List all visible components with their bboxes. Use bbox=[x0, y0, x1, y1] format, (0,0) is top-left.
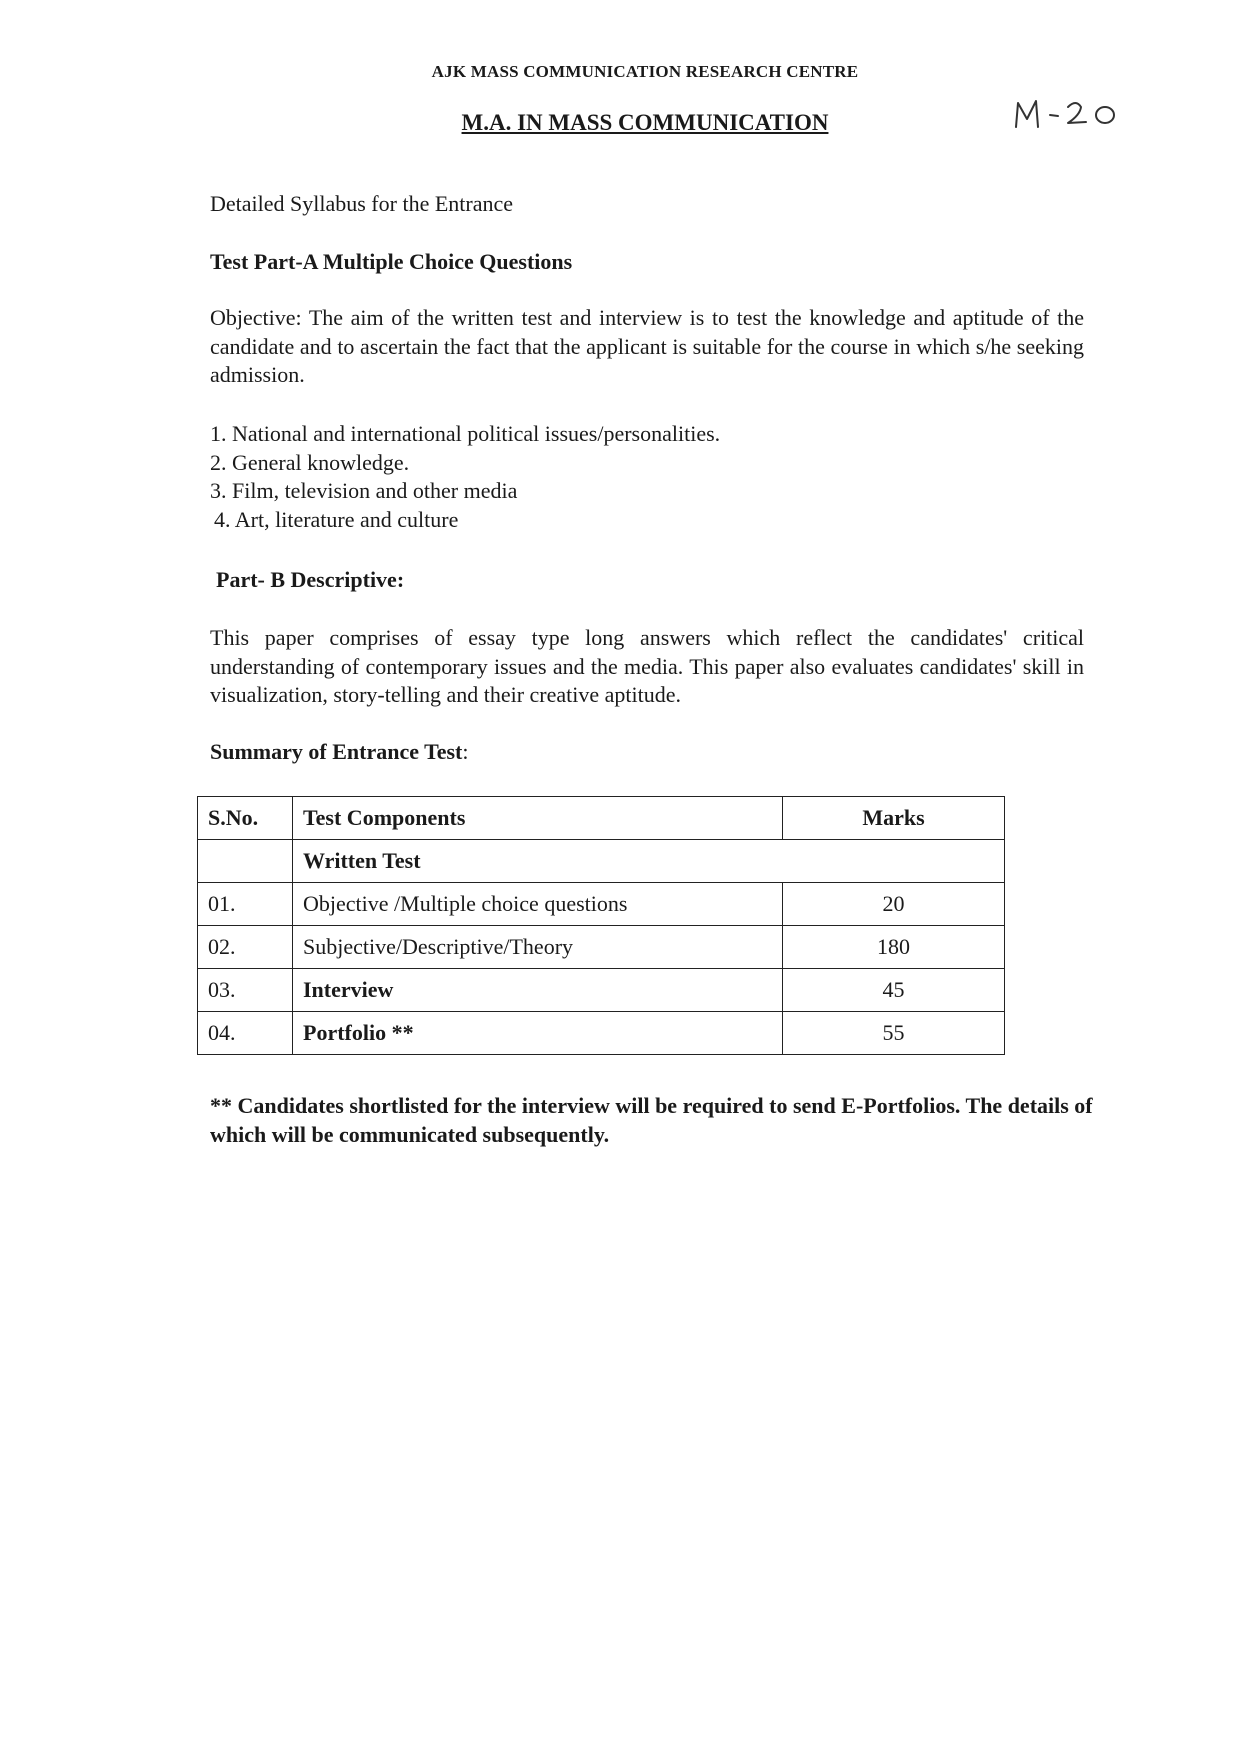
row-component: Portfolio ** bbox=[293, 1012, 783, 1055]
topic-list bbox=[210, 420, 720, 534]
header-components: Test Components bbox=[293, 797, 783, 840]
row-component: Subjective/Descriptive/Theory bbox=[293, 926, 783, 969]
part-b-heading: Part- B Descriptive: bbox=[216, 567, 405, 592]
header-marks: Marks bbox=[783, 797, 1005, 840]
row-sno: 03. bbox=[198, 969, 293, 1012]
part-a-heading: Test Part-A Multiple Choice Questions bbox=[210, 249, 573, 274]
organization-name: AJK MASS COMMUNICATION RESEARCH CENTRE bbox=[431, 62, 859, 81]
marks-table bbox=[197, 796, 1005, 1055]
list-item: 3. Film, television and other media bbox=[210, 478, 518, 503]
row-marks: 55 bbox=[783, 1012, 1005, 1055]
handwritten-code bbox=[1010, 95, 1120, 135]
section-label: Written Test bbox=[293, 840, 1005, 883]
objective-paragraph: Objective: The aim of the written test and interview is to test the knowledge and aptitude of the candidate and to ascertain the fact that the applicant is suitable for the course in which s/he seeking admission. bbox=[210, 305, 1084, 387]
descriptive-paragraph: This paper comprises of essay type long answers which reflect the candidates' critical understanding of contemporary issues and the media. This paper also evaluates candidates' skill in visualization, story-telling and their creative aptitude. bbox=[210, 625, 1084, 707]
row-sno: 01. bbox=[198, 883, 293, 926]
summary-heading-text: Summary of Entrance Test bbox=[210, 739, 463, 764]
row-sno: 02. bbox=[198, 926, 293, 969]
row-marks: 45 bbox=[783, 969, 1005, 1012]
table-row bbox=[198, 1012, 1005, 1055]
table-row bbox=[198, 883, 1005, 926]
row-component: Objective /Multiple choice questions bbox=[293, 883, 783, 926]
portfolio-note: ** Candidates shortlisted for the interview will be required to send E-Portfolios. The details of which will be communicated subsequently. bbox=[210, 1093, 1093, 1147]
list-item: 4. Art, literature and culture bbox=[214, 506, 459, 532]
summary-heading bbox=[210, 739, 469, 765]
row-sno: 04. bbox=[198, 1012, 293, 1055]
table-section-row bbox=[198, 840, 1005, 883]
table-header-row bbox=[198, 797, 1005, 840]
summary-colon: : bbox=[462, 739, 469, 764]
row-marks: 180 bbox=[783, 926, 1005, 969]
row-marks: 20 bbox=[783, 883, 1005, 926]
list-item: 1. National and international political issues/personalities. bbox=[210, 421, 721, 446]
section-empty-cell bbox=[198, 840, 293, 883]
table-row bbox=[198, 969, 1005, 1012]
intro-line: Detailed Syllabus for the Entrance bbox=[210, 191, 514, 216]
row-component: Interview bbox=[293, 969, 783, 1012]
course-title: M.A. IN MASS COMMUNICATION bbox=[461, 110, 829, 135]
table-row bbox=[198, 926, 1005, 969]
list-item: 2. General knowledge. bbox=[210, 449, 410, 475]
header-sno: S.No. bbox=[198, 797, 293, 840]
